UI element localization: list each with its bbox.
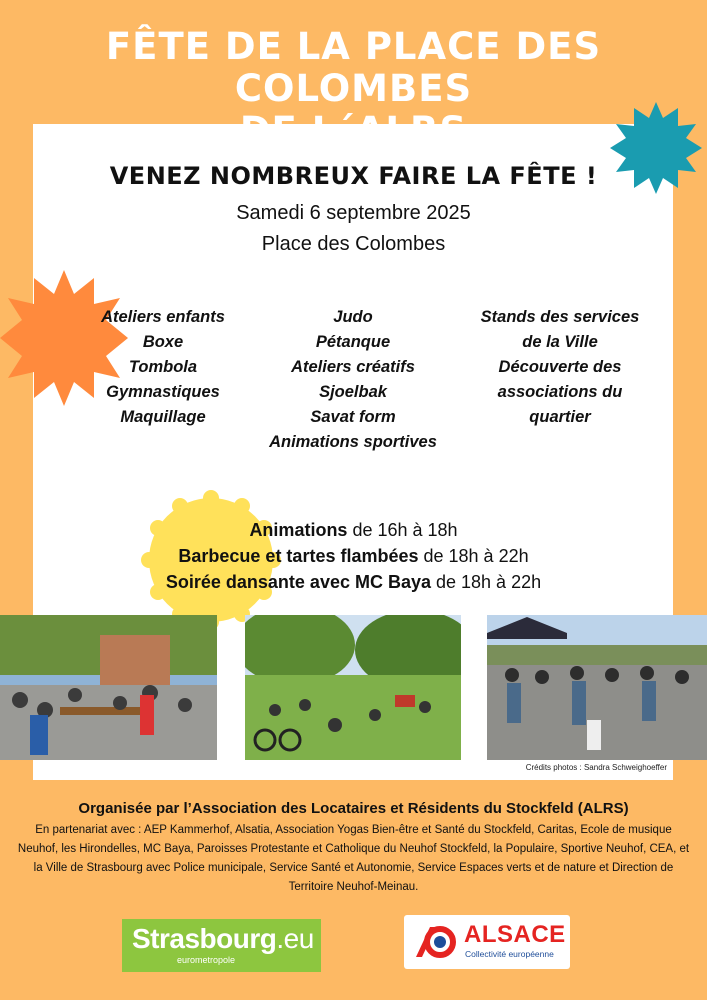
activity-item: Sjoelbak (319, 383, 387, 401)
alsace-logo (404, 915, 570, 969)
strasbourg-logo-tag: eurometropole (177, 955, 236, 965)
schedule-line-1: Animations de 16h à 18h (249, 520, 458, 540)
alsace-logo-tag: Collectivité européenne (465, 949, 554, 959)
subtitle: VENEZ NOMBREUX FAIRE LA FÊTE ! (109, 162, 598, 190)
activity-item: Maquillage (120, 408, 206, 426)
partners-text: En partenariat avec : AEP Kammerhof, Alsatia, Association Yogas Bien-être et Santé du Stockfeld, Caritas, Ecole de musique Neuhof, les Hirondelles, MC Baya, Paroisses Protestante et Catholique du Neuhof Stockfeld, la Populaire, Sportive Neuhof, CEA, et la Ville de Strasbourg avec Police municipale, Service Santé et Autonomie, Service Espaces verts et de nature et Direction de Territoire Neuhof-Meinau. (17, 824, 690, 893)
activity-item: Ateliers créatifs (291, 358, 415, 376)
event-photo-2 (245, 615, 461, 760)
activity-item: Savat form (310, 408, 396, 426)
event-place: Place des Colombes (261, 233, 446, 255)
activities-column-3 (463, 305, 657, 430)
event-photo-1 (0, 615, 217, 760)
organizer-section (0, 800, 707, 897)
title-line-1: FÊTE DE LA PLACE DES COLOMBES (105, 25, 602, 110)
activity-item: Tombola (128, 358, 198, 376)
activity-item: Pétanque (315, 333, 391, 351)
photo-credits: Crédits photos : Sandra Schweighoeffer (525, 763, 667, 772)
activity-item: Ateliers enfants (101, 308, 225, 326)
activity-item: Gymnastiques (106, 383, 220, 401)
activity-item: Judo (333, 308, 373, 326)
schedule-line-2: Barbecue et tartes flambées de 18h à 22h (178, 546, 529, 566)
activity-item: Stands des services (480, 308, 640, 326)
activity-item: Animations sportives (269, 433, 437, 451)
activity-item: de la Ville (522, 333, 598, 351)
activity-item: Boxe (142, 333, 184, 351)
organizer-heading: Organisée par l’Association des Locataires et Résidents du Stockfeld (ALRS) (78, 800, 629, 817)
activity-item: quartier (529, 408, 591, 426)
event-date: Samedi 6 septembre 2025 (236, 202, 471, 224)
strasbourg-logo (122, 919, 321, 972)
activity-item: Découverte des (498, 358, 622, 376)
strasbourg-logo-suffix: .eu (276, 923, 314, 954)
strasbourg-logo-text: Strasbourg (132, 923, 277, 954)
activities-column-2 (253, 305, 453, 455)
alsace-logo-text: ALSACE (464, 921, 566, 948)
activities-column-1 (78, 305, 248, 430)
schedule-line-3: Soirée dansante avec MC Baya de 18h à 22h (165, 572, 542, 592)
event-photo-3 (487, 615, 707, 760)
activity-item: associations du (497, 383, 623, 401)
alsace-emblem-icon (412, 923, 460, 961)
